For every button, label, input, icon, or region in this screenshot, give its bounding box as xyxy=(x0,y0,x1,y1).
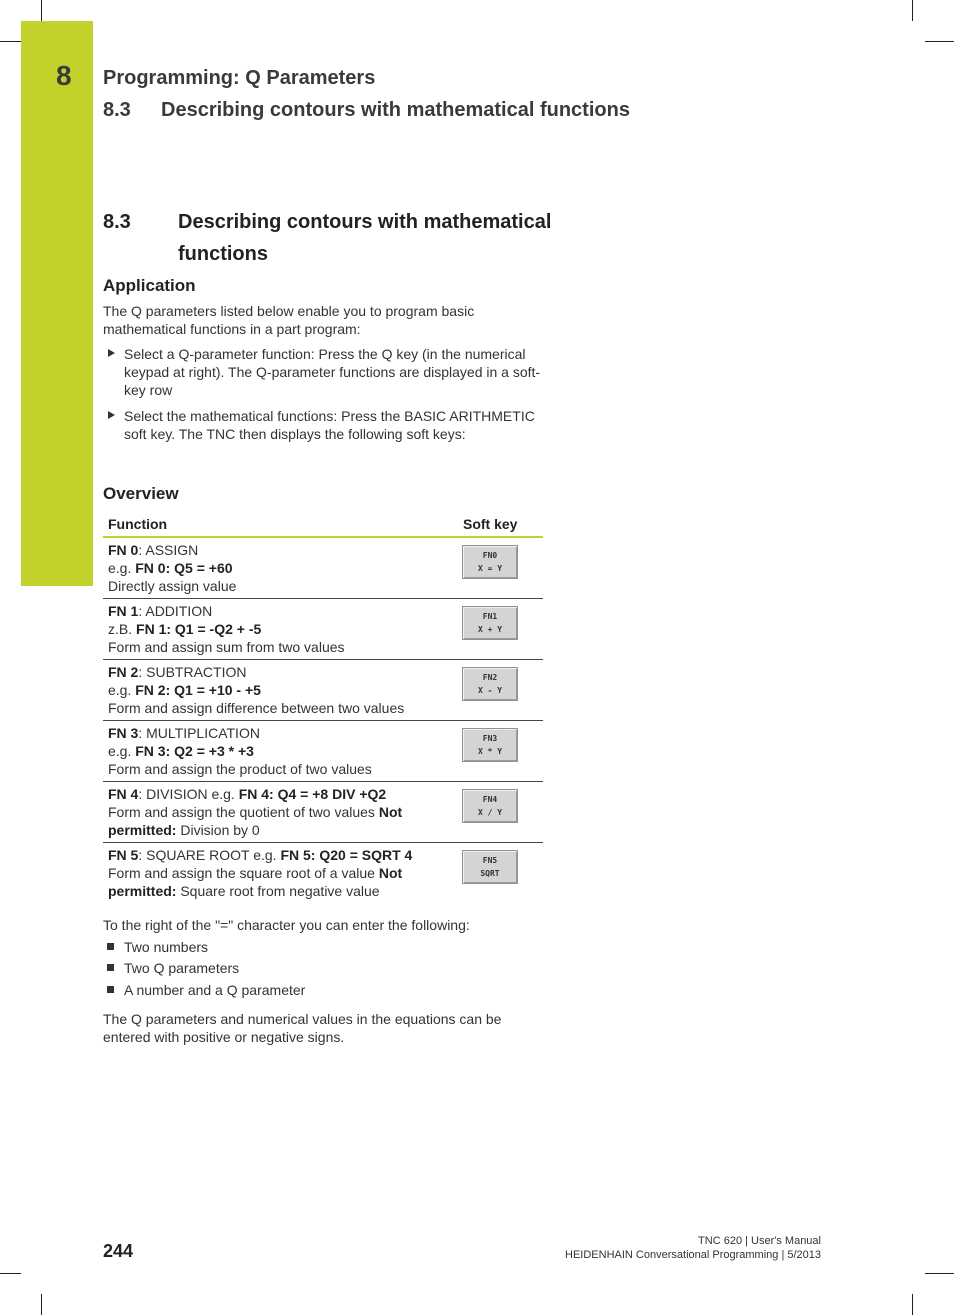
softkey-fn3[interactable] xyxy=(462,728,518,762)
fn-example: FN 3: Q2 = +3 * +3 xyxy=(135,743,254,759)
fn-description: Form and assign the quotient of two values xyxy=(108,804,379,820)
softkey-top: FN3 xyxy=(482,734,498,743)
not-permitted-text: Division by 0 xyxy=(176,822,260,838)
list-item-text: Two numbers xyxy=(124,939,209,955)
triangle-bullet-icon xyxy=(108,349,115,357)
list-item xyxy=(124,938,542,956)
crop-mark xyxy=(0,1273,21,1274)
not-permitted-label: Not permitted: xyxy=(108,804,403,838)
table-row xyxy=(103,782,543,843)
fn-code: FN 2 xyxy=(108,664,139,680)
fn-code: FN 3 xyxy=(108,725,139,741)
softkey-top: FN4 xyxy=(482,795,498,804)
fn-example: FN 1: Q1 = -Q2 + -5 xyxy=(136,621,262,637)
crop-mark xyxy=(925,1273,954,1274)
step-text: Select a Q-parameter function: Press the Q key (in the numerical keypad at right). The Q-parameter functions are displayed in a soft-key row xyxy=(124,346,541,398)
crop-mark xyxy=(912,1294,913,1315)
fn-name: : SQUARE ROOT e.g. xyxy=(138,847,281,863)
step-item xyxy=(124,407,542,443)
example-prefix: e.g. xyxy=(108,560,136,576)
fn-code: FN 1 xyxy=(108,603,139,619)
crop-mark xyxy=(41,0,42,21)
crop-mark xyxy=(41,1294,42,1315)
softkey-fn0[interactable] xyxy=(462,545,518,579)
col-function: Function xyxy=(108,516,168,532)
table-header xyxy=(103,512,543,538)
section-title-text: Describing contours with mathematical functions xyxy=(178,211,552,265)
square-bullet-icon xyxy=(107,943,114,950)
crop-mark xyxy=(925,41,954,42)
fn-code: FN 4 xyxy=(108,786,139,802)
fn-code: FN 0 xyxy=(108,542,139,558)
chapter-number: 8 xyxy=(56,60,72,91)
table-row xyxy=(103,843,543,903)
softkey-bottom: X = Y xyxy=(477,564,503,573)
fn-name: : MULTIPLICATION xyxy=(138,725,260,741)
softkey-bottom: X - Y xyxy=(477,686,503,695)
page-number: 244 xyxy=(103,1241,134,1261)
step-item xyxy=(124,345,542,399)
not-permitted-label: Not permitted: xyxy=(108,865,403,899)
application-intro: The Q parameters listed below enable you to program basic mathematical functions in a part program: xyxy=(103,303,475,337)
running-header-title: Programming: Q Parameters xyxy=(103,67,376,89)
fn-name: : DIVISION e.g. xyxy=(138,786,239,802)
col-softkey: Soft key xyxy=(463,516,518,532)
softkey-fn1[interactable] xyxy=(462,606,518,640)
table-row xyxy=(103,721,543,782)
softkey-fn2[interactable] xyxy=(462,667,518,701)
function-cell xyxy=(108,602,448,656)
signs-note: The Q parameters and numerical values in the equations can be entered with positive or negative signs. xyxy=(103,1011,502,1045)
fn-name: : ASSIGN xyxy=(138,542,199,558)
running-header-section-title: Describing contours with mathematical functions xyxy=(161,99,630,121)
fn-code: FN 5 xyxy=(108,847,139,863)
footer-line-2: HEIDENHAIN Conversational Programming | 5/2013 xyxy=(565,1249,821,1261)
softkey-bottom: X * Y xyxy=(477,747,503,756)
list-item-text: A number and a Q parameter xyxy=(124,982,306,998)
function-cell xyxy=(108,785,448,839)
fn-name: : SUBTRACTION xyxy=(138,664,247,680)
softkey-fn4[interactable] xyxy=(462,789,518,823)
list-item-text: Two Q parameters xyxy=(124,960,240,976)
list-item xyxy=(124,959,542,977)
fn-description: Directly assign value xyxy=(108,578,237,594)
step-text: Select the mathematical functions: Press the BASIC ARITHMETIC soft key. The TNC then displays the following soft keys: xyxy=(124,408,535,442)
rhs-intro: To the right of the "=" character you can enter the following: xyxy=(103,917,470,933)
running-header-section xyxy=(103,99,630,122)
fn-example: FN 0: Q5 = +60 xyxy=(135,560,233,576)
footer-line-1: TNC 620 | User's Manual xyxy=(698,1235,821,1247)
footer-info xyxy=(565,1234,821,1262)
fn-description: Form and assign the product of two values xyxy=(108,761,372,777)
function-cell xyxy=(108,663,448,717)
table-row xyxy=(103,538,543,599)
fn-example: FN 2: Q1 = +10 - +5 xyxy=(135,682,261,698)
square-bullet-icon xyxy=(107,964,114,971)
fn-description: Form and assign sum from two values xyxy=(108,639,345,655)
crop-mark xyxy=(912,0,913,21)
function-cell xyxy=(108,846,448,900)
softkey-bottom: X + Y xyxy=(477,625,503,634)
softkey-bottom: SQRT xyxy=(480,869,500,878)
function-cell xyxy=(108,724,448,778)
function-cell xyxy=(108,541,448,595)
table-row xyxy=(103,660,543,721)
softkey-top: FN2 xyxy=(482,673,498,682)
list-item xyxy=(124,981,542,999)
application-heading: Application xyxy=(103,276,196,295)
softkey-fn5[interactable] xyxy=(462,850,518,884)
fn-example: FN 5: Q20 = SQRT 4 xyxy=(280,847,413,863)
section-number: 8.3 xyxy=(103,211,131,233)
example-prefix: e.g. xyxy=(108,682,136,698)
softkey-top: FN0 xyxy=(482,551,498,560)
example-prefix: z.B. xyxy=(108,621,137,637)
fn-description: Form and assign difference between two values xyxy=(108,700,405,716)
not-permitted-text: Square root from negative value xyxy=(176,883,380,899)
softkey-bottom: X / Y xyxy=(477,808,503,817)
fn-example: FN 4: Q4 = +8 DIV +Q2 xyxy=(238,786,387,802)
overview-table xyxy=(103,512,543,903)
triangle-bullet-icon xyxy=(108,411,115,419)
softkey-top: FN5 xyxy=(482,856,498,865)
table-row xyxy=(103,599,543,660)
example-prefix: e.g. xyxy=(108,743,136,759)
fn-name: : ADDITION xyxy=(138,603,213,619)
fn-description: Form and assign the square root of a value xyxy=(108,865,379,881)
softkey-top: FN1 xyxy=(482,612,498,621)
square-bullet-icon xyxy=(107,986,114,993)
overview-heading: Overview xyxy=(103,484,179,503)
running-header-section-number: 8.3 xyxy=(103,99,131,121)
chapter-tab xyxy=(21,21,93,586)
crop-mark xyxy=(0,41,21,42)
